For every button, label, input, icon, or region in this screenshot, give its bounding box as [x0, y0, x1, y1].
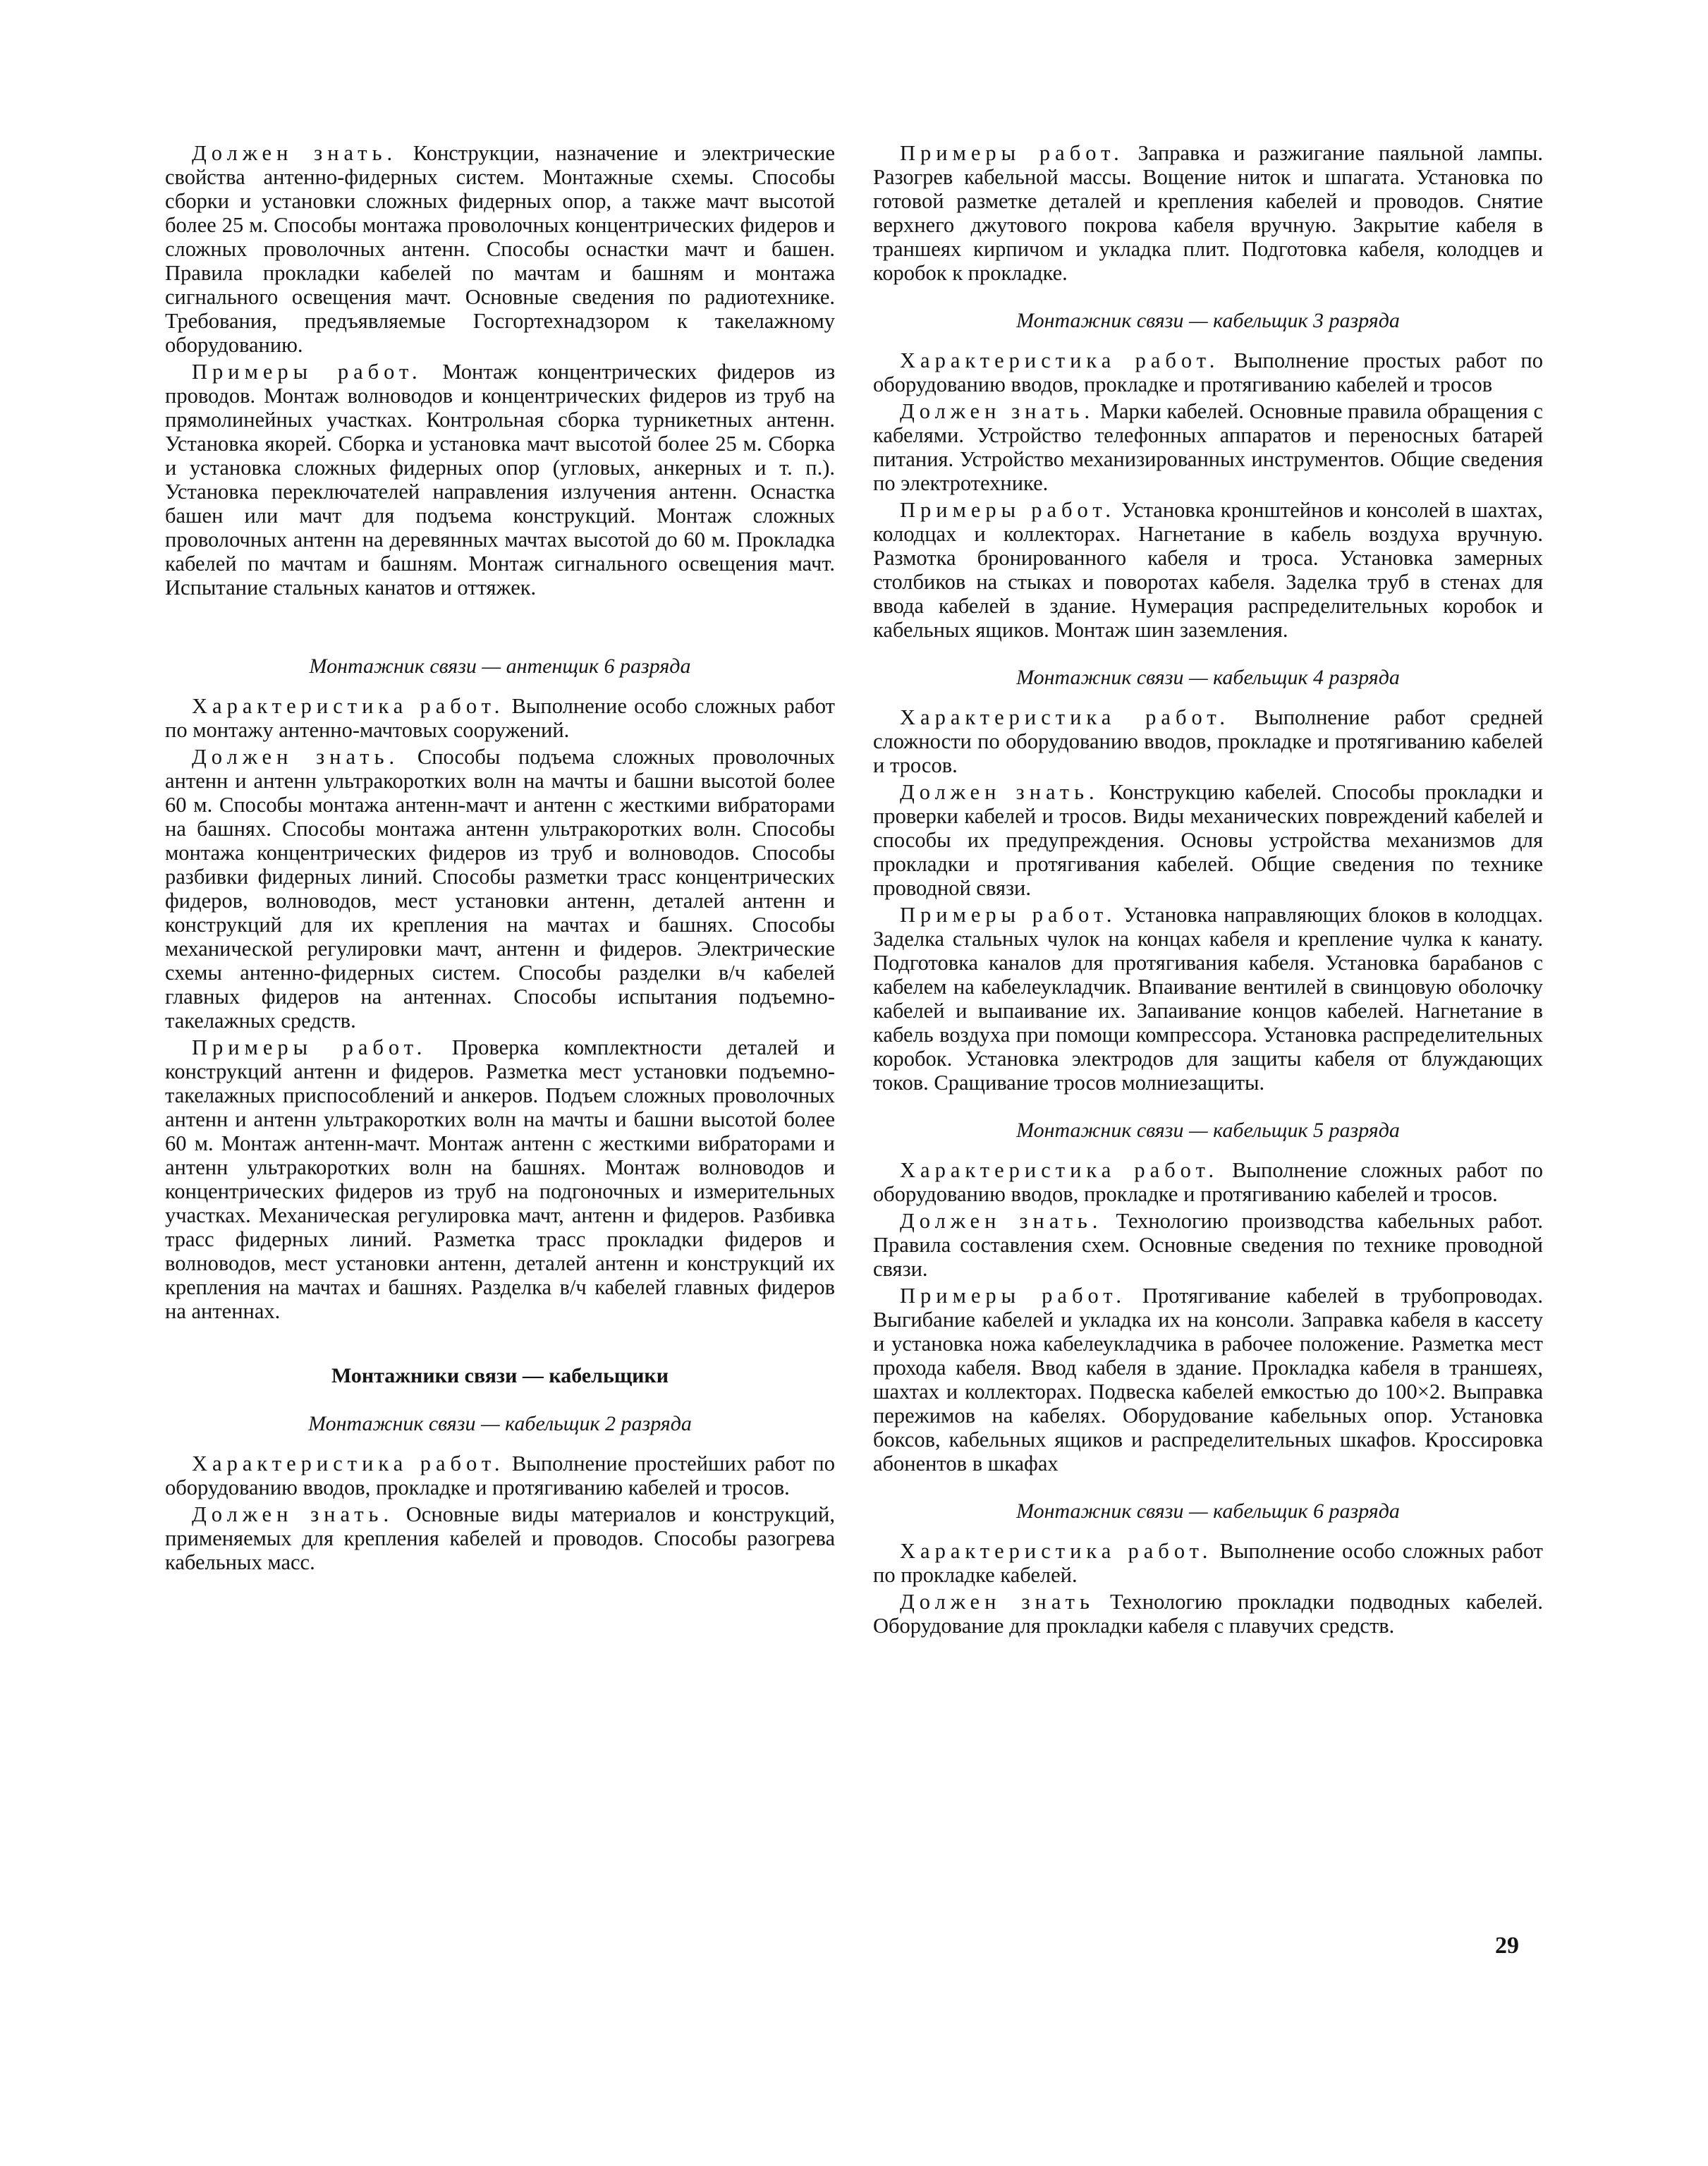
paragraph-lead: Характеристика работ. — [900, 348, 1220, 372]
paragraph-lead: Должен знать. — [192, 141, 398, 165]
paragraph-lead: Должен знать. — [900, 1209, 1103, 1233]
paragraph-lead: Характеристика работ. — [900, 1539, 1213, 1563]
paragraph-lead: Должен знать. — [900, 399, 1095, 423]
right-column — [873, 141, 1543, 1641]
paragraph-lead: Характеристика работ. — [900, 705, 1230, 729]
paragraph — [873, 399, 1543, 495]
paragraph-text: Технологию производства кабельных работ. Правила составления схем. Основные сведения по технике проводной связи. — [873, 1209, 1543, 1281]
paragraph-lead: Примеры работ. — [192, 1035, 427, 1059]
paragraph — [165, 1452, 835, 1499]
section-heading: Монтажник связи — кабельщик 6 разряда — [1016, 1499, 1400, 1523]
paragraph — [873, 903, 1543, 1095]
paragraph-lead: Примеры работ. — [192, 360, 422, 384]
paragraph — [165, 694, 835, 742]
paragraph-text: Технологию прокладки подводных кабелей. Оборудование для прокладки кабеля с плавучих средств. — [873, 1590, 1544, 1638]
paragraph-lead: Должен знать. — [192, 1502, 394, 1526]
paragraph-text: Протягивание кабелей в трубопроводах. Выгибание кабелей и укладка их на консоли. Заправка кабеля в кассету и установка ножа кабелеукладчика в рабочее положение. Разметка мест прохода кабеля. Ввод кабеля в здание. Прокладка кабеля в траншеях, шахтах и коллекторах. Подвеска кабелей емкостью до 100×2. Выправка пережимов на кабелях. Оборудование кабельных опор. Установка боксов, кабельных ящиков и распределительных шкафов. Кроссировка абонентов в шкафах — [873, 1284, 1544, 1476]
section-heading: Монтажник связи — кабельщик 4 разряда — [1016, 666, 1400, 689]
paragraph-lead: Примеры работ. — [900, 498, 1116, 522]
paragraph-text: Основные виды материалов и конструкций, применяемых для крепления кабелей и проводов. Способы разогрева кабельных масс. — [165, 1502, 835, 1574]
paragraph-lead: Примеры работ. — [900, 903, 1117, 927]
paragraph-text: Марки кабелей. Основные правила обращения с кабелями. Устройство телефонных аппаратов и переносных батарей питания. Устройство механизированных инструментов. Общие сведения по электротехнике. — [873, 399, 1543, 495]
paragraph-lead: Характеристика работ. — [192, 694, 505, 718]
page-number: 29 — [1495, 1933, 1519, 1959]
paragraph-lead: Характеристика работ. — [900, 1158, 1219, 1182]
paragraph — [873, 1158, 1543, 1206]
paragraph — [165, 1502, 835, 1574]
paragraph-text: Проверка комплектности деталей и конструкций антенн и фидеров. Разметка мест установки подъемно-такелажных приспособлений и анкеров. Подъем сложных проволочных антенн и антенн ультракоротких волн на мачты и башни высотой более 60 м. Монтаж антенн-мачт. Монтаж антенн с жесткими вибраторами и антенн ультракоротких волн на башнях. Монтаж волноводов и концентрических фидеров из труб на подгоночных и измерительных участках. Механическая регулировка мачт, антенн и фидеров. Разбивка трасс фидерных линий. Разметка трасс прокладки фидеров и волноводов, мест установки антенн, деталей антенн и конструкций их крепления на мачтах и башнях. Разделка в/ч кабелей главных фидеров на антеннах. — [165, 1035, 835, 1323]
paragraph — [165, 360, 835, 600]
paragraph-text: Способы подъема сложных проволочных антенн и антенн ультракоротких волн на мачты и башни высотой более 60 м. Способы монтажа антенн-мачт и антенн с жесткими вибраторами на башнях. Способы монтажа антенн ультракоротких волн. Способы монтажа концентрических фидеров из труб и волноводов. Способы разбивки фидерных линий. Способы разметки трасс концентрических фидеров, волноводов, мест установки антенн, деталей антенн и конструкций для их крепления на мачтах и башнях. Способы механической регулировки мачт, антенн и фидеров. Электрические схемы антенно-фидерных систем. Способы разделки в/ч кабелей главных фидеров на антеннах. Способы испытания подъемно-такелажных средств. — [165, 745, 835, 1033]
section-heading: Монтажник связи — кабельщик 3 разряда — [1016, 309, 1400, 332]
paragraph-text: Конструкцию кабелей. Способы прокладки и проверки кабелей и тросов. Виды механических повреждений кабелей и способы их предупреждения. Основы устройства механизмов для прокладки и протягивания кабелей. Общие сведения по технике проводной связи. — [873, 780, 1544, 900]
paragraph-text: Выполнение простейших работ по оборудованию вводов, прокладке и протягиванию кабелей и тросов. — [165, 1452, 836, 1499]
paragraph — [873, 348, 1543, 396]
paragraph — [873, 705, 1543, 777]
paragraph-text: Выполнение сложных работ по оборудованию вводов, прокладке и протягиванию кабелей и тросов. — [873, 1158, 1543, 1206]
paragraph-lead: Должен знать — [900, 1590, 1094, 1614]
paragraph — [873, 1209, 1543, 1281]
paragraph — [873, 1539, 1543, 1587]
paragraph-text: Заправка и разжигание паяльной лампы. Разогрев кабельной массы. Вощение ниток и шпагата. Установка по готовой разметке деталей и крепления кабелей и проводов. Снятие верхнего джутового покрова кабеля вручную. Закрытие кабеля в траншеях кирпичом и укладка плит. Подготовка кабеля, колодцев и коробок к прокладке. — [873, 141, 1543, 285]
paragraph-text: Выполнение простых работ по оборудованию вводов, прокладке и протягиванию кабелей и тросов — [873, 348, 1544, 396]
paragraph-text: Установка кронштейнов и консолей в шахтах, колодцах и коллекторах. Нагнетание в кабель воздуха вручную. Размотка бронированного кабеля и троса. Установка замерных столбиков на стыках и поворотах кабеля. Заделка труб в стенах для ввода кабелей в здание. Нумерация распределительных коробок и кабельных ящиков. Монтаж шин заземления. — [873, 498, 1543, 642]
paragraph-text: Монтаж концентрических фидеров из проводов. Монтаж волноводов и концентрических фидеров из труб на прямолинейных участках. Контрольная сборка турникетных антенн. Установка якорей. Сборка и установка мачт высотой более 25 м. Сборка и установка сложных фидерных опор (угловых, анкерных и т. п.). Установка переключателей направления излучения антенн. Оснастка башен или мачт для подъема конструкций. Монтаж сложных проволочных антенн на деревянных мачтах высотой до 60 м. Прокладка кабелей по мачтам и башням. Монтаж сигнального освещения мачт. Испытание стальных канатов и оттяжек. — [165, 360, 835, 600]
section-heading: Монтажник связи — антенщик 6 разряда — [309, 655, 691, 678]
paragraph — [873, 1284, 1543, 1476]
paragraph-lead: Должен знать. — [900, 780, 1099, 804]
left-column — [165, 141, 835, 1577]
paragraph-text: Конструкции, назначение и электрические свойства антенно-фидерных систем. Монтажные схемы. Способы сборки и установки сложных фидерных опор, а также мачт высотой более 25 м. Способы монтажа проволочных концентрических фидеров и сложных проволочных антенн. Способы оснастки мачт и башен. Правила прокладки кабелей по мачтам и башням и монтажа сигнального освещения мачт. Основные сведения по радиотехнике. Требования, предъявляемые Госгортехнадзором к такелажному оборудованию. — [165, 141, 835, 357]
paragraph-text: Выполнение работ средней сложности по оборудованию вводов, прокладке и протягиванию кабелей и тросов. — [873, 705, 1544, 777]
chapter-heading: Монтажники связи — кабельщики — [331, 1364, 669, 1387]
paragraph — [165, 141, 835, 357]
paragraph — [165, 745, 835, 1033]
paragraph — [873, 498, 1543, 642]
paragraph — [873, 1590, 1543, 1638]
section-heading: Монтажник связи — кабельщик 2 разряда — [308, 1412, 692, 1435]
paragraph-text: Выполнение особо сложных работ по прокладке кабелей. — [873, 1539, 1544, 1587]
paragraph-lead: Примеры работ. — [900, 1284, 1126, 1308]
section-heading: Монтажник связи — кабельщик 5 разряда — [1016, 1119, 1400, 1142]
paragraph-lead: Примеры работ. — [900, 141, 1124, 165]
paragraph-lead: Характеристика работ. — [192, 1452, 505, 1476]
paragraph-lead: Должен знать. — [192, 745, 400, 769]
paragraph — [873, 141, 1543, 285]
paragraph-text: Установка направляющих блоков в колодцах. Заделка стальных чулок на концах кабеля и крепление чулка к канату. Подготовка каналов для протягивания кабеля. Установка барабанов с кабелем на кабелеукладчик. Впаивание вентилей в свинцовую оболочку кабелей и выпаивание их. Запаивание концов кабелей. Нагнетание в кабель воздуха при помощи компрессора. Установка распределительных коробок. Установка электродов для защиты кабеля от блуждающих токов. Сращивание тросов молниезащиты. — [873, 903, 1544, 1095]
paragraph — [165, 1035, 835, 1323]
paragraph-text: Выполнение особо сложных работ по монтажу антенно-мачтовых сооружений. — [165, 694, 836, 742]
paragraph — [873, 780, 1543, 900]
